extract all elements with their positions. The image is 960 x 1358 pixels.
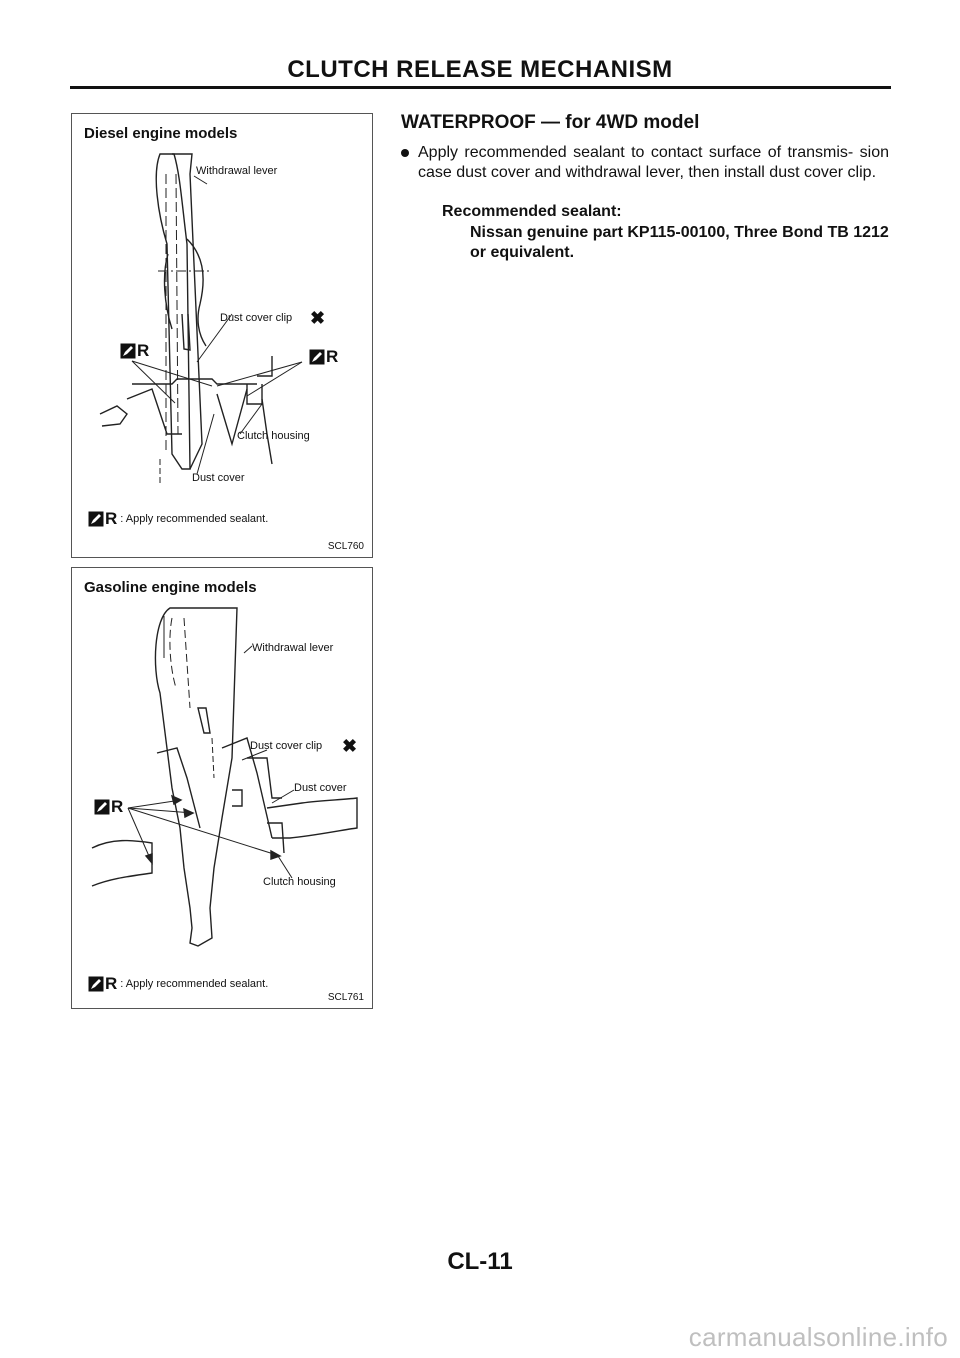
bullet-text: Apply recommended sealant to contact surface of transmis- sion case dust cover and withdrawal lever, then install dust cover clip. xyxy=(418,144,889,181)
label-withdrawal-lever: Withdrawal lever xyxy=(252,642,334,654)
footer-watermark: carmanualsonline.info xyxy=(688,1322,948,1352)
label-clutch-housing: Clutch housing xyxy=(237,430,310,442)
figure-title: Gasoline engine models xyxy=(84,579,257,596)
figure-legend xyxy=(88,975,268,992)
header-rule xyxy=(70,86,891,89)
figure-gasoline xyxy=(71,567,373,1009)
sealant-letter: R xyxy=(111,797,124,816)
clip-replace-icon: ✖ xyxy=(310,308,326,328)
sealant-icon xyxy=(94,799,110,815)
sealant-icon xyxy=(309,349,325,365)
sealant-letter: R xyxy=(137,341,150,360)
figure-legend xyxy=(88,510,268,527)
bullet-dot xyxy=(401,149,409,157)
sealant-symbol xyxy=(120,342,149,359)
sealant-symbol xyxy=(94,798,123,815)
label-dust-cover: Dust cover xyxy=(294,782,347,794)
legend-text: : Apply recommended sealant. xyxy=(120,512,269,525)
recommended-sealant-value: Nissan genuine part KP115-00100, Three Bond TB 1212 or equivalent. xyxy=(470,224,889,261)
sealant-symbol xyxy=(88,975,117,992)
diesel-drawing xyxy=(72,114,372,557)
label-clutch-housing: Clutch housing xyxy=(263,876,336,888)
sealant-icon xyxy=(88,511,104,527)
page-number: CL-11 xyxy=(447,1248,513,1275)
section-title: WATERPROOF — for 4WD model xyxy=(401,112,700,133)
instruction-bullet xyxy=(401,143,889,183)
recommended-sealant-label: Recommended sealant: xyxy=(442,203,622,220)
sealant-icon xyxy=(88,976,104,992)
page-header-title: CLUTCH RELEASE MECHANISM xyxy=(287,56,673,83)
figure-title: Diesel engine models xyxy=(84,125,238,142)
figure-code: SCL761 xyxy=(327,992,364,1003)
label-withdrawal-lever: Withdrawal lever xyxy=(196,165,278,177)
sealant-letter: R xyxy=(105,509,118,528)
figure-diesel xyxy=(71,113,373,558)
sealant-symbol xyxy=(309,348,338,365)
label-dust-cover: Dust cover xyxy=(192,472,245,484)
label-dust-cover-clip: Dust cover clip xyxy=(250,740,323,752)
sealant-letter: R xyxy=(326,347,339,366)
sealant-letter: R xyxy=(105,974,118,993)
figure-code: SCL760 xyxy=(327,541,364,552)
sealant-icon xyxy=(120,343,136,359)
clip-replace-icon: ✖ xyxy=(342,736,358,756)
sealant-symbol xyxy=(88,510,117,527)
label-dust-cover-clip: Dust cover clip xyxy=(220,312,293,324)
legend-text: : Apply recommended sealant. xyxy=(120,977,269,990)
